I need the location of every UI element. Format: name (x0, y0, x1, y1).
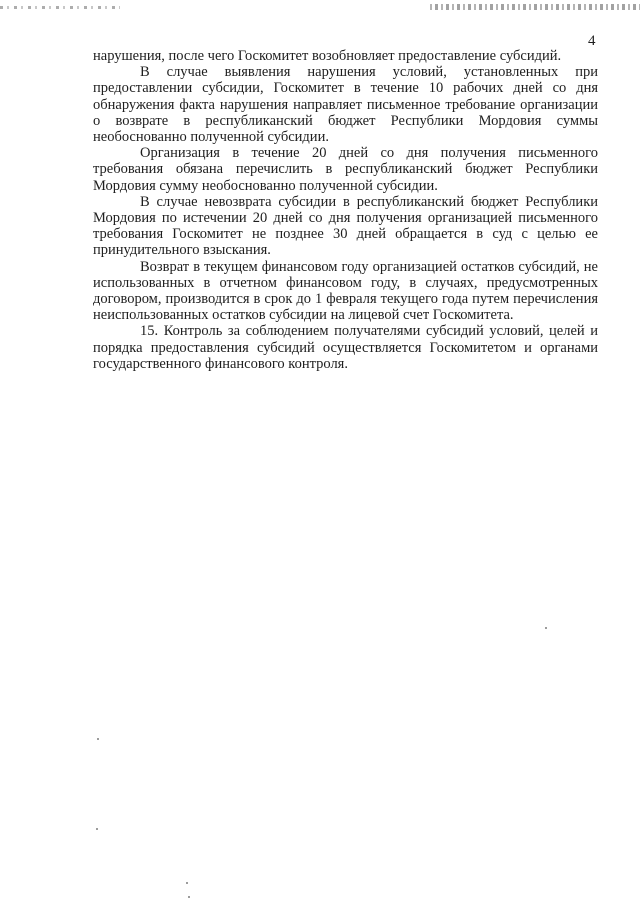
paragraph-continuation: нарушения, после чего Госкомитет возобновляет предоставление субсидий. (93, 48, 562, 64)
scan-speck (186, 882, 188, 884)
scan-artifact-top-left (0, 6, 120, 9)
paragraph-transfer-deadline: Организация в течение 20 дней со дня получения письменного требования обязана перечислить в республиканский бюджет Республики Мордовия сумму необоснованно полученной субсидии. (93, 145, 598, 194)
scan-artifact-top-right (430, 4, 640, 10)
scan-speck (96, 828, 98, 830)
scan-speck (188, 896, 190, 898)
paragraph-violation-return: В случае выявления нарушения условий, установленных при предоставлении субсидии, Госкомитет в течение 10 рабочих дней со дня обнаружения факта нарушения направляет письменное требование организации о возврате в республиканский бюджет Республики Мордовия суммы необоснованно полученной субсидии. (93, 64, 598, 146)
scan-speck (97, 738, 99, 740)
paragraph-unused-balances: Возврат в текущем финансовом году организацией остатков субсидий, не использованных в отчетном финансовом году, в случаях, предусмотренных договором, производится в срок до 1 февраля текущего года путем перечисления неиспользованных остатков субсидии на лицевой счет Госкомитета. (93, 258, 598, 324)
document-body (93, 48, 598, 372)
paragraph-court-recovery: В случае невозврата субсидии в республиканский бюджет Республики Мордовия по истечении 20 дней со дня получения организацией письменного требования Госкомитет не позднее 30 дней обращается в суд с целью ее принудительного взыскания. (93, 193, 598, 259)
paragraph-control-item-15: 15. Контроль за соблюдением получателями субсидий условий, целей и порядка предоставления субсидий осуществляется Госкомитетом и органами государственного финансового контроля. (93, 323, 598, 372)
page-number: 4 (588, 33, 596, 49)
scan-speck (545, 627, 547, 629)
